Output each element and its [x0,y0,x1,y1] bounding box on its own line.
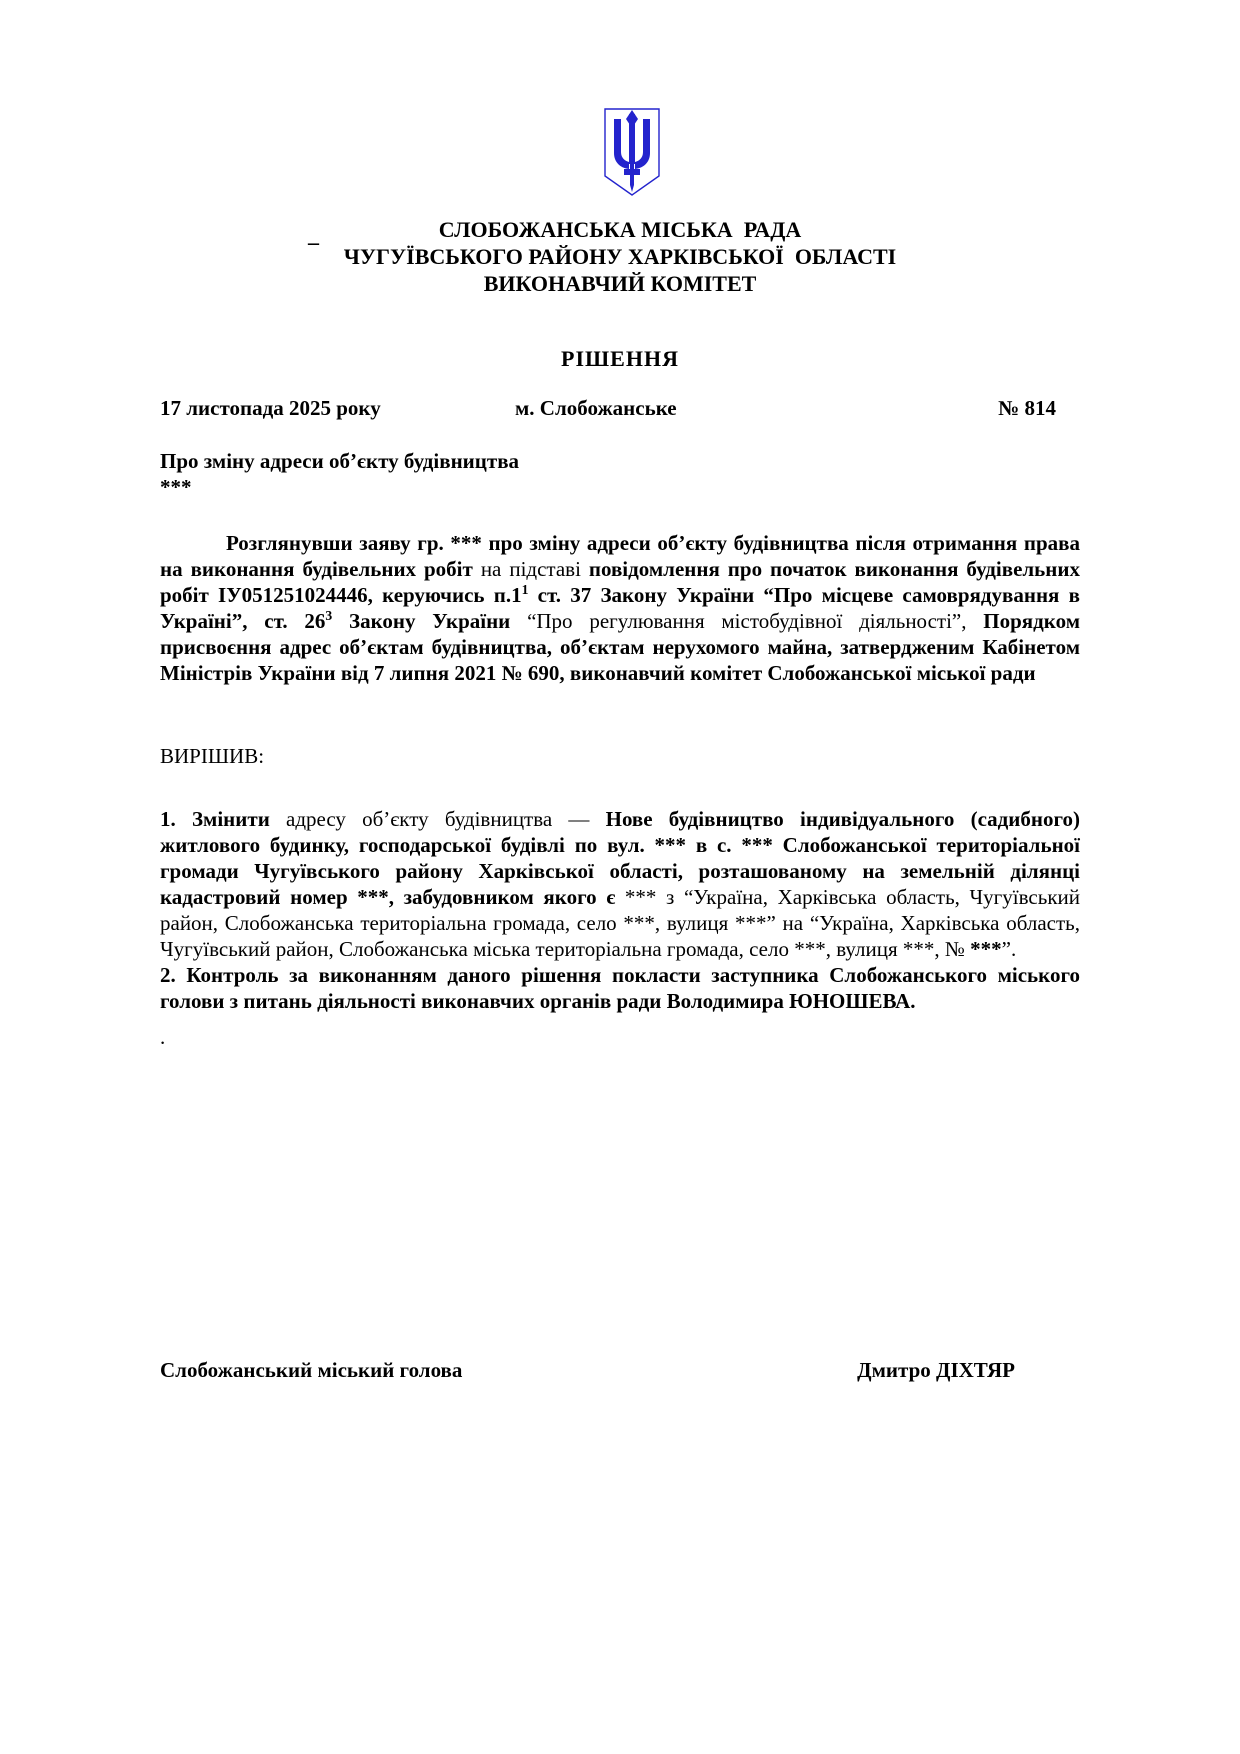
preamble-run: ст. 37 Закону України “Про місцеве самоврядування в Україні”, ст. 26 [160,583,1080,633]
tryzub-emblem [601,106,663,198]
signature-position: Слобожанський міський голова [160,1358,463,1382]
item-2-paragraph: 2. Контроль за виконанням даного рішення покласти заступника Слобожанського міського голови з питань діяльності виконавчих органів ради Володимира ЮНОШЕВА. [160,963,1080,1013]
meta-row [160,396,1080,426]
header-line-council: СЛОБОЖАНСЬКА МІСЬКА РАДА [438,217,802,242]
stray-underscore: _ [308,222,319,247]
item-1-run: адресу об’єкту будівництва — [286,807,606,831]
resolved-heading: ВИРІШИВ: [160,744,265,768]
item-1-run: *** [970,937,1002,961]
signature-row [160,1358,1080,1388]
doc-date: 17 листопада 2025 року [160,396,381,420]
item-1-run: Нове будівництво індивідуального (садибного) житлового будинку, господарської будівлі по вул. *** в с. *** Слобожанської територіальної громади Чугуївського району Харківської області, розташованому на земельній ділянці кадастровий номер ***, забудовником якого є [160,807,1080,909]
doc-type-heading-row [160,346,1080,372]
doc-number: № 814 [998,396,1056,420]
header-line-district: ЧУГУЇВСЬКОГО РАЙОНУ ХАРКІВСЬКОЇ ОБЛАСТІ [343,244,897,269]
preamble-superscript: 3 [325,608,333,623]
resolution-items [160,806,1080,1050]
item-1-run: ”. [1001,937,1017,961]
letterhead [160,216,1080,297]
item-1-run: *** з “Україна, Харківська область, Чугуївський район, Слобожанська територіальна громада, село ***, вулиця ***” на “Україна, Харківська область, Чугуївський район, Слобожанська міська територіальна громада, село ***, вулиця ***, № [160,885,1080,961]
header-line-committee: ВИКОНАВЧИЙ КОМІТЕТ [483,271,757,296]
item-1-paragraph [160,806,1080,962]
preamble-superscript: 1 [521,582,529,597]
preamble-run: повідомлення про початок виконання будівельних робіт ІУ051251024446, керуючись п.1 [160,557,1080,607]
signature-name: Дмитро ДІХТЯР [857,1358,1015,1382]
doc-place: м. Слобожанське [515,396,677,420]
trailing-period: . [160,1025,166,1049]
subject-block [160,448,1080,500]
doc-type-heading: РІШЕННЯ [561,346,679,371]
preamble-run: Розглянувши заяву гр. *** про зміну адреси об’єкту будівництва після отримання права на виконання будівельних робіт [160,531,1080,581]
preamble-run: на підставі [480,557,589,581]
subject-redacted: *** [160,475,192,499]
subject-title: Про зміну адреси об’єкту будівництва [160,449,520,473]
preamble-run: Порядком присвоєння адрес об’єктам будівництва, об’єктам нерухомого майна, затвердженим Кабінетом Міністрів України від 7 липня 2021 № 690, виконавчий комітет Слобожанської міської ради [160,609,1081,685]
preamble-run: Закону України [332,609,528,633]
preamble-run: “Про регулювання містобудівної діяльності”, [527,609,984,633]
item-1-run: 1. Змінити [160,807,287,831]
tryzub-emblem-svg [601,106,663,198]
preamble-paragraph [160,530,1080,686]
trident-icon [614,110,650,192]
